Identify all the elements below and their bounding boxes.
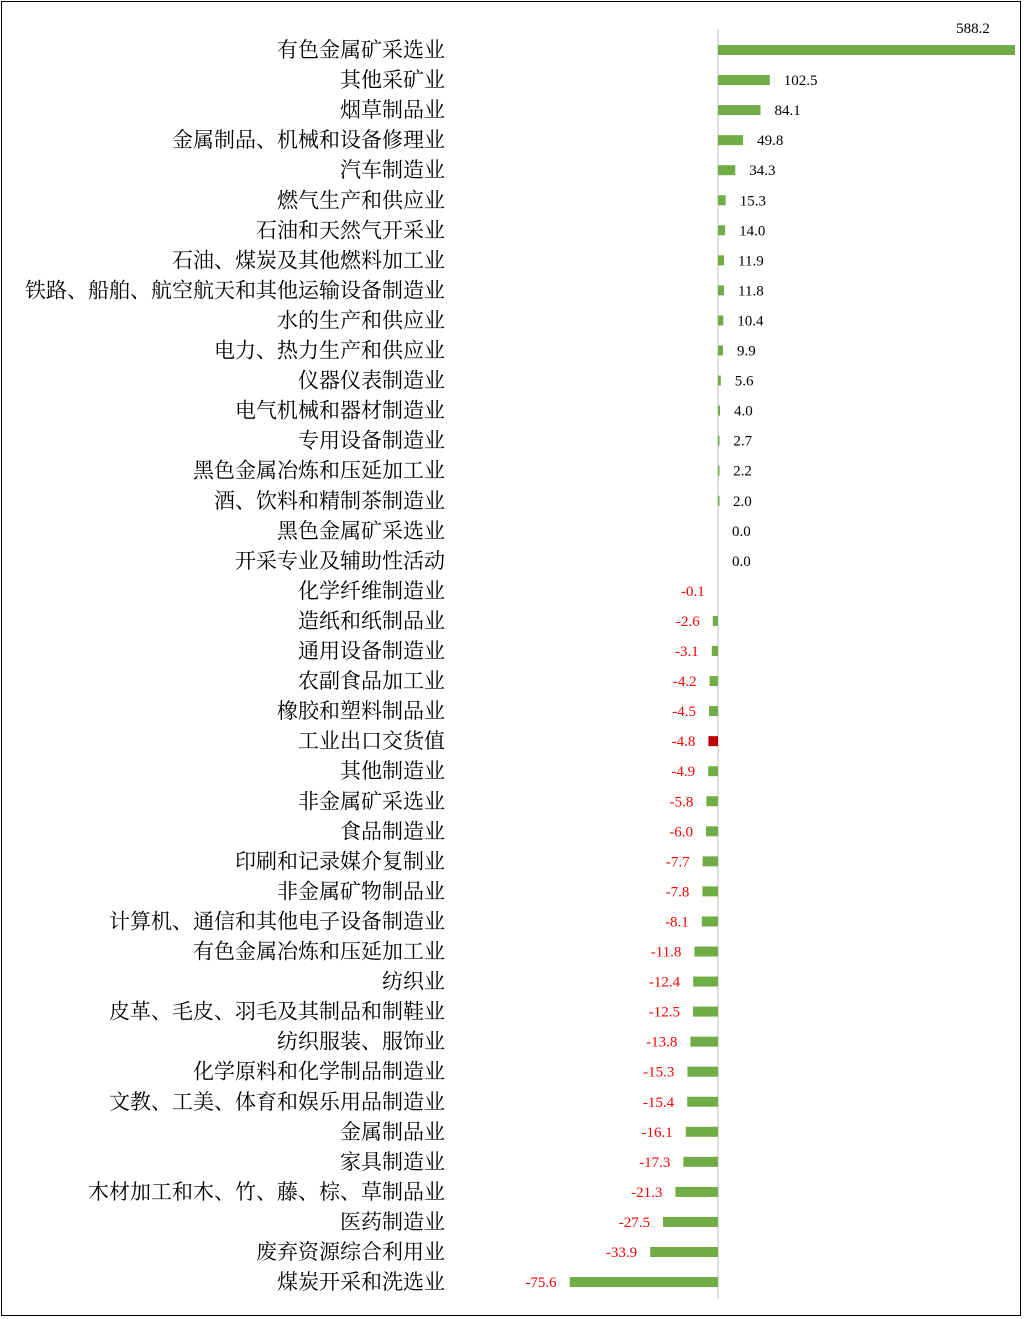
category-label: 有色金属矿采选业 — [277, 38, 445, 62]
value-label: -33.9 — [605, 1245, 638, 1261]
category-label: 烟草制品业 — [340, 98, 445, 123]
bar — [706, 796, 718, 806]
category-label: 铁路、船舶、航空航天和其他运输设备制造业 — [25, 278, 445, 303]
value-label: 84.1 — [774, 103, 801, 120]
bar — [718, 195, 726, 205]
value-label: 11.8 — [738, 283, 764, 300]
value-label: -4.8 — [671, 734, 696, 751]
category-label: 非金属矿物制品业 — [277, 879, 445, 904]
bar — [663, 1217, 718, 1227]
bar — [718, 376, 721, 386]
value-label: -5.8 — [669, 794, 694, 811]
category-label: 石油、煤炭及其他燃料加工业 — [172, 248, 445, 273]
category-label: 纺织服装、服饰业 — [277, 1029, 445, 1054]
category-label: 皮革、毛皮、羽毛及其制品和制鞋业 — [109, 999, 445, 1024]
value-label: 2.2 — [733, 463, 752, 480]
bar — [718, 285, 724, 295]
value-label: 102.5 — [783, 73, 818, 90]
bar — [710, 676, 718, 686]
value-label: 2.0 — [733, 493, 752, 510]
bar — [694, 947, 718, 957]
category-label: 农副食品加工业 — [298, 669, 445, 694]
category-label: 医药制造业 — [340, 1209, 445, 1234]
value-label: -7.7 — [665, 854, 690, 871]
bar — [718, 165, 735, 175]
category-label: 金属制品、机械和设备修理业 — [172, 128, 445, 153]
value-label: -0.1 — [681, 583, 705, 600]
bar — [713, 616, 718, 626]
value-label: 2.7 — [733, 433, 753, 450]
bar — [687, 1097, 718, 1107]
value-label: -12.5 — [648, 1004, 680, 1021]
value-label: -4.5 — [672, 704, 696, 721]
bar — [718, 255, 724, 265]
bar — [718, 466, 720, 476]
bar — [718, 45, 1015, 55]
category-label: 有色金属冶炼和压延加工业 — [193, 939, 445, 964]
category-label: 文教、工美、体育和娱乐用品制造业 — [109, 1089, 445, 1114]
category-label: 计算机、通信和其他电子设备制造业 — [109, 909, 445, 934]
value-label: -7.8 — [665, 884, 690, 901]
category-label: 仪器仪表制造业 — [298, 368, 445, 393]
value-label: 10.4 — [737, 313, 764, 330]
category-label: 废弃资源综合利用业 — [256, 1240, 445, 1264]
value-label: -6.0 — [669, 824, 693, 841]
category-label: 石油和天然气开采业 — [256, 218, 445, 243]
category-label: 专用设备制造业 — [298, 428, 445, 453]
value-label: 49.8 — [757, 133, 784, 150]
bar — [708, 766, 718, 776]
value-label: -3.1 — [675, 644, 699, 660]
value-label: -17.3 — [639, 1154, 671, 1171]
category-label: 家具制造业 — [340, 1149, 445, 1174]
bar — [693, 977, 718, 987]
bar — [712, 646, 718, 656]
value-label: -13.8 — [646, 1034, 678, 1051]
bar — [718, 315, 723, 325]
value-label: -12.4 — [648, 974, 681, 991]
category-label: 其他采矿业 — [340, 68, 445, 93]
value-label: -4.9 — [671, 764, 696, 781]
bar — [675, 1187, 718, 1197]
category-label: 燃气生产和供应业 — [277, 188, 445, 213]
value-label: 15.3 — [739, 193, 766, 210]
category-label: 黑色金属冶炼和压延加工业 — [193, 458, 445, 483]
category-label: 开采专业及辅助性活动 — [235, 548, 445, 573]
category-label: 电气机械和器材制造业 — [235, 398, 445, 423]
value-label: -8.1 — [665, 914, 689, 931]
value-label: 9.9 — [737, 343, 756, 360]
value-label: 0.0 — [732, 523, 751, 540]
bar — [702, 916, 718, 926]
bar — [709, 706, 718, 716]
value-label: 588.2 — [956, 21, 990, 37]
value-label: -21.3 — [631, 1184, 663, 1201]
category-label: 纺织业 — [382, 969, 445, 994]
value-label: 4.0 — [734, 403, 753, 420]
category-label: 食品制造业 — [340, 819, 445, 844]
value-label: 11.9 — [738, 253, 764, 270]
bar — [686, 1127, 718, 1137]
value-label: -16.1 — [641, 1124, 673, 1141]
bar — [718, 135, 743, 145]
category-label: 木材加工和木、竹、藤、棕、草制品业 — [88, 1179, 445, 1204]
category-label: 化学纤维制造业 — [298, 578, 445, 603]
bar — [683, 1157, 718, 1167]
value-label: -4.2 — [672, 674, 697, 691]
value-label: 14.0 — [739, 223, 766, 240]
category-label: 印刷和记录媒介复制业 — [235, 849, 445, 874]
category-label: 酒、饮料和精制茶制造业 — [214, 488, 445, 513]
bar — [687, 1067, 718, 1077]
bar — [718, 406, 720, 416]
category-label: 汽车制造业 — [340, 158, 445, 183]
bar — [718, 75, 770, 85]
bar — [718, 346, 723, 356]
value-label: -2.6 — [676, 613, 700, 630]
category-label: 橡胶和塑料制品业 — [277, 699, 445, 724]
bar — [690, 1037, 718, 1047]
category-label: 其他制造业 — [340, 759, 445, 784]
category-label: 电力、热力生产和供应业 — [214, 338, 445, 363]
bar — [718, 105, 761, 115]
category-label: 水的生产和供应业 — [277, 308, 445, 333]
value-label: -15.4 — [642, 1094, 675, 1111]
category-label: 煤炭开采和洗选业 — [277, 1270, 445, 1295]
value-label: -27.5 — [618, 1214, 650, 1231]
bar — [718, 436, 720, 446]
category-label: 通用设备制造业 — [298, 639, 445, 663]
highlight-bar — [708, 736, 718, 746]
value-label: 5.6 — [734, 373, 754, 390]
category-label: 化学原料和化学制品制造业 — [193, 1059, 445, 1084]
bar — [718, 496, 720, 506]
value-label: -15.3 — [643, 1064, 675, 1081]
value-label: -11.8 — [650, 944, 682, 961]
category-label: 工业出口交货值 — [298, 729, 445, 754]
bar — [570, 1277, 718, 1287]
bar — [702, 886, 718, 896]
value-label: 0.0 — [732, 553, 751, 570]
bar — [703, 856, 718, 866]
value-label: -75.6 — [525, 1275, 557, 1292]
bar — [718, 225, 725, 235]
bar — [706, 826, 718, 836]
bar — [693, 1007, 718, 1017]
bar — [650, 1247, 718, 1257]
category-label: 金属制品业 — [340, 1119, 445, 1144]
category-label: 造纸和纸制品业 — [298, 608, 445, 633]
value-label: 34.3 — [749, 163, 776, 180]
category-label: 非金属矿采选业 — [298, 789, 445, 814]
category-label: 黑色金属矿采选业 — [277, 518, 445, 543]
